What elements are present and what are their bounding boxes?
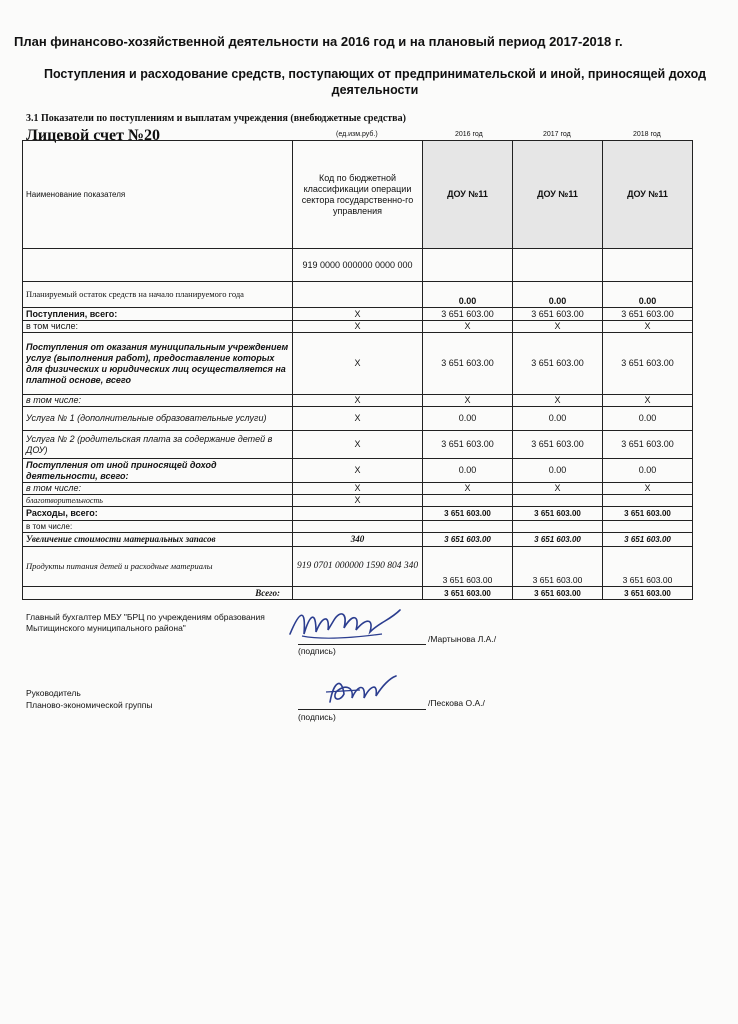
row-value-2017: X <box>513 483 603 495</box>
row-value-2017: 3 651 603.00 <box>513 547 603 587</box>
col-code-header: Код по бюджетной классификации операции сектора государственно-го управления <box>293 141 423 249</box>
table-row <box>23 407 693 431</box>
row-code <box>293 521 423 533</box>
table-row <box>23 533 693 547</box>
row-value-2018: 3 651 603.00 <box>603 308 693 321</box>
row-value-2016: 0.00 <box>423 282 513 308</box>
row-value-2018: 0.00 <box>603 282 693 308</box>
row-value-2017: 3 651 603.00 <box>513 507 603 521</box>
row-value-2017: 0.00 <box>513 407 603 431</box>
row-value-2017: 3 651 603.00 <box>513 587 603 600</box>
row-value-2016: X <box>423 483 513 495</box>
row-value-2016: 3 651 603.00 <box>423 333 513 395</box>
row-value-2017: 0.00 <box>513 459 603 483</box>
col-2017-header: ДОУ №11 <box>513 141 603 249</box>
table-row <box>23 459 693 483</box>
row-code: 340 <box>293 533 423 547</box>
row-value-2017: 3 651 603.00 <box>513 431 603 459</box>
table-row <box>23 282 693 308</box>
row-value-2018 <box>603 521 693 533</box>
document-title: План финансово-хозяйственной деятельности на 2016 год и на плановый период 2017-2018 г. <box>14 34 623 49</box>
row-value-2016: 3 651 603.00 <box>423 587 513 600</box>
row-value-2016: 3 651 603.00 <box>423 431 513 459</box>
row-value-2017 <box>513 495 603 507</box>
row-value-2016: 0.00 <box>423 459 513 483</box>
row-code <box>293 282 423 308</box>
row-label: в том числе: <box>23 483 293 495</box>
row-code: X <box>293 395 423 407</box>
table-row <box>23 308 693 321</box>
row-label: в том числе: <box>23 521 293 533</box>
code-row-value: 919 0000 000000 0000 000 <box>293 249 423 282</box>
row-value-2018: 0.00 <box>603 459 693 483</box>
row-code: X <box>293 483 423 495</box>
row-value-2016 <box>423 495 513 507</box>
table-row <box>23 483 693 495</box>
table-row <box>23 507 693 521</box>
row-label: Всего: <box>23 587 293 600</box>
total-row <box>23 587 693 600</box>
row-label: Поступления от оказания муниципальным учреждением услуг (выполнения работ), предоставление которых для физических и юридических лиц осуществляется на платной основе, всего <box>23 333 293 395</box>
row-label: Расходы, всего: <box>23 507 293 521</box>
row-label: Поступления от иной приносящей доход деятельности, всего: <box>23 459 293 483</box>
year-2016-label: 2016 год <box>455 131 483 138</box>
row-value-2017: X <box>513 321 603 333</box>
row-value-2018: 3 651 603.00 <box>603 333 693 395</box>
row-value-2016: X <box>423 395 513 407</box>
row-value-2018: 3 651 603.00 <box>603 507 693 521</box>
row-code <box>293 587 423 600</box>
row-value-2016: 3 651 603.00 <box>423 533 513 547</box>
row-value-2018: 0.00 <box>603 407 693 431</box>
accountant-signature <box>282 600 412 650</box>
table-row <box>23 321 693 333</box>
head-signature <box>320 672 410 712</box>
col-2016-header: ДОУ №11 <box>423 141 513 249</box>
row-value-2018: X <box>603 395 693 407</box>
head-title: Руководитель <box>26 688 81 698</box>
row-value-2016 <box>423 521 513 533</box>
col-2018-header: ДОУ №11 <box>603 141 693 249</box>
section-heading: 3.1 Показатели по поступлениям и выплатам учреждения (внебюджетные средства) <box>26 113 406 124</box>
row-code <box>293 507 423 521</box>
row-code: X <box>293 459 423 483</box>
row-value-2018: 3 651 603.00 <box>603 547 693 587</box>
row-label: благотворительность <box>23 495 293 507</box>
accountant-name: /Мартынова Л.А./ <box>428 634 497 644</box>
row-value-2018: 3 651 603.00 <box>603 587 693 600</box>
row-value-2018: X <box>603 321 693 333</box>
finance-table <box>22 140 693 600</box>
row-code: X <box>293 321 423 333</box>
table-header-row <box>23 141 693 249</box>
row-value-2018: 3 651 603.00 <box>603 431 693 459</box>
row-label: Услуга № 2 (родительская плата за содержание детей в ДОУ) <box>23 431 293 459</box>
year-2017-label: 2017 год <box>543 131 571 138</box>
row-value-2017: X <box>513 395 603 407</box>
row-value-2017: 3 651 603.00 <box>513 533 603 547</box>
account-number: Лицевой счет №20 <box>26 127 161 144</box>
table-row <box>23 495 693 507</box>
row-code: X <box>293 431 423 459</box>
row-code: X <box>293 333 423 395</box>
head-department: Планово-экономической группы <box>26 700 153 710</box>
row-value-2016: 0.00 <box>423 407 513 431</box>
row-code: X <box>293 308 423 321</box>
head-name: /Пескова О.А./ <box>428 698 485 708</box>
row-label: в том числе: <box>23 321 293 333</box>
table-row <box>23 547 693 587</box>
row-value-2018: 3 651 603.00 <box>603 533 693 547</box>
row-value-2016: 3 651 603.00 <box>423 507 513 521</box>
row-label: Поступления, всего: <box>23 308 293 321</box>
unit-label: (ед.изм.руб.) <box>336 131 378 138</box>
row-label: Продукты питания детей и расходные материалы <box>23 547 293 587</box>
row-value-2017: 3 651 603.00 <box>513 333 603 395</box>
row-code: 919 0701 000000 1590 804 340 <box>293 547 423 587</box>
table-row <box>23 395 693 407</box>
row-label: Услуга № 1 (дополнительные образовательные услуги) <box>23 407 293 431</box>
row-value-2017 <box>513 521 603 533</box>
row-code: X <box>293 495 423 507</box>
table-row <box>23 521 693 533</box>
head-sign-label: (подпись) <box>298 712 336 722</box>
row-label: Увеличение стоимости материальных запасов <box>23 533 293 547</box>
accountant-title: Главный бухгалтер МБУ "БРЦ по учреждениям образования Мытищинского муниципального района" <box>26 612 265 633</box>
row-value-2017: 3 651 603.00 <box>513 308 603 321</box>
table-row <box>23 431 693 459</box>
col-name-header: Наименование показателя <box>23 141 293 249</box>
year-2018-label: 2018 год <box>633 131 661 138</box>
accountant-sign-label: (подпись) <box>298 646 336 656</box>
code-row <box>23 249 693 282</box>
row-label: Планируемый остаток средств на начало планируемого года <box>23 282 293 308</box>
row-label: в том числе: <box>23 395 293 407</box>
table-row <box>23 333 693 395</box>
row-value-2016: 3 651 603.00 <box>423 308 513 321</box>
document-subtitle: Поступления и расходование средств, поступающих от предпринимательской и иной, приносящей доход деятельности <box>43 67 707 97</box>
row-value-2016: X <box>423 321 513 333</box>
row-value-2018 <box>603 495 693 507</box>
row-value-2016: 3 651 603.00 <box>423 547 513 587</box>
row-code: X <box>293 407 423 431</box>
row-value-2018: X <box>603 483 693 495</box>
row-value-2017: 0.00 <box>513 282 603 308</box>
